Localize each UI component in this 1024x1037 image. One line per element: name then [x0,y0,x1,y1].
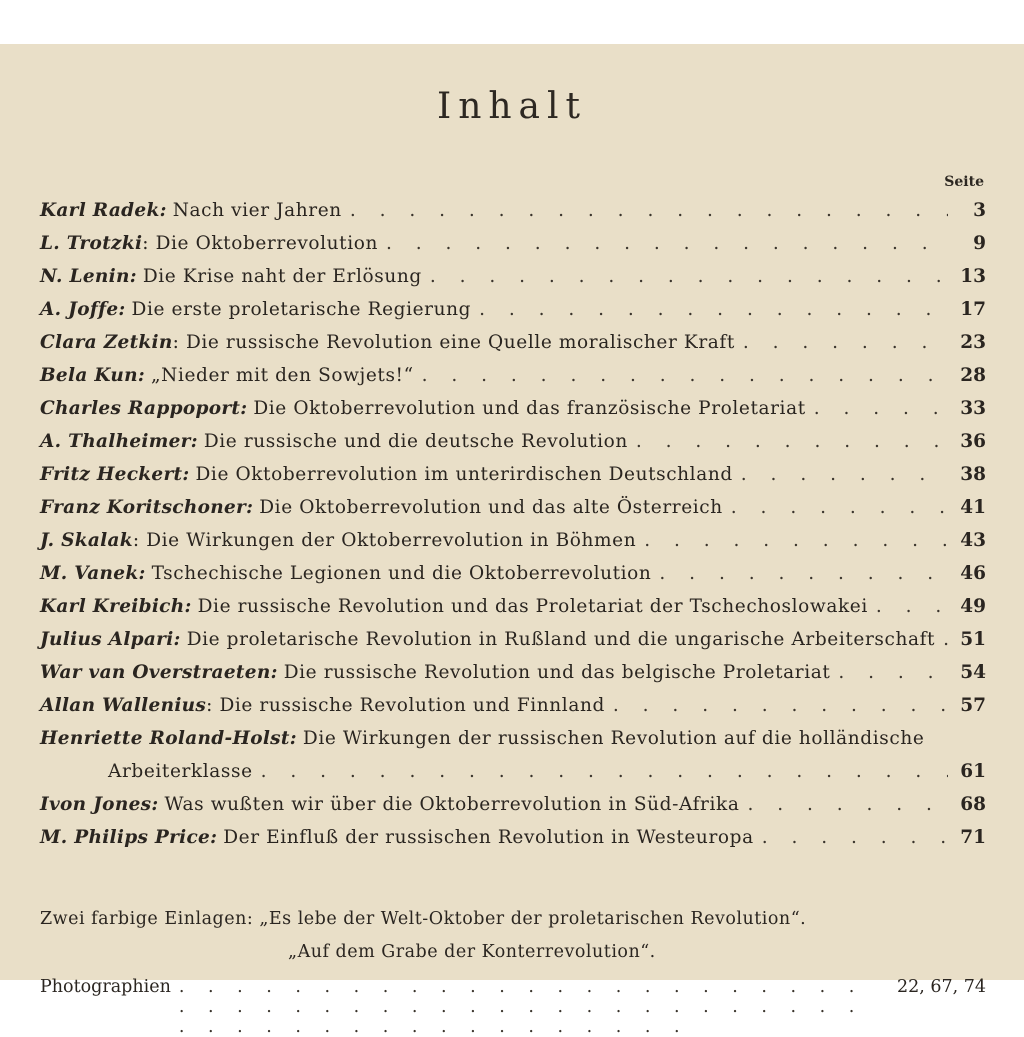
toc-author: Charles Rappoport: [40,398,248,419]
leader-dots [261,761,948,782]
toc-title: : Die russische Revolution und Finnland [206,695,605,716]
toc-author: M. Vanek: [40,563,146,584]
toc-title: Die Oktoberrevolution im unterirdischen Deutschland [195,464,733,485]
toc-title: Nach vier Jahren [172,200,342,221]
toc-title: „Nieder mit den Sowjets!“ [150,365,414,386]
toc-title: Die russische Revolution und das belgische Proletariat [283,662,831,683]
toc-title: : Die Oktoberrevolution [142,233,378,254]
toc-entry [40,722,986,755]
toc-page-number: 28 [960,365,986,386]
leader-dots [943,629,948,650]
toc-page-number: 3 [973,200,986,221]
toc-page-number: 51 [960,629,986,650]
photos-pages: 22, 67, 74 [896,977,986,997]
leader-dots [179,977,889,1037]
toc-page-number: 9 [973,233,986,254]
toc-author: M. Philips Price: [40,827,218,848]
toc-author: Ivon Jones: [40,794,159,815]
toc-author: Karl Kreibich: [40,596,192,617]
leader-dots [613,695,948,716]
toc-page-number: 43 [960,530,986,551]
insert-note-line-2: „Auf dem Grabe der Konterrevolution“. [288,942,656,962]
table-of-contents [40,194,986,997]
toc-title: Arbeiterklasse [108,761,253,782]
photos-label: Photographien [40,977,171,997]
toc-entry [40,755,986,788]
toc-entry [40,293,986,326]
toc-author: N. Lenin: [40,266,137,287]
toc-entry [40,326,986,359]
toc-page-number: 61 [960,761,986,782]
leader-dots [762,827,948,848]
toc-page-number: 36 [960,431,986,452]
toc-title: Die Oktoberrevolution und das alte Österreich [259,497,723,518]
toc-title: Tschechische Legionen und die Oktoberrevolution [151,563,652,584]
toc-author: L. Trotzki [40,233,143,254]
toc-title: Die Oktoberrevolution und das französische Proletariat [253,398,806,419]
leader-dots [876,596,948,617]
toc-entry [40,425,986,458]
toc-author: J. Skalak [40,530,133,551]
page-column-label: Seite [944,174,984,190]
toc-entry [40,590,986,623]
leader-dots [636,431,948,452]
leader-dots [659,563,948,584]
toc-author: Henriette Roland-Holst: [40,728,297,749]
toc-title: Der Einfluß der russischen Revolution in Westeuropa [223,827,754,848]
leader-dots [743,332,948,353]
toc-page-number: 68 [960,794,986,815]
toc-page-number: 13 [960,266,986,287]
toc-entry [40,524,986,557]
toc-page-number: 46 [960,563,986,584]
toc-page-number: 54 [960,662,986,683]
toc-entry [40,788,986,821]
leader-dots [479,299,948,320]
leader-dots [386,233,948,254]
toc-title: Die Krise naht der Erlösung [142,266,422,287]
toc-page-number: 41 [960,497,986,518]
toc-entry [40,821,986,854]
toc-page-number: 33 [960,398,986,419]
toc-title: Die russische und die deutsche Revolution [203,431,628,452]
toc-entry [40,260,986,293]
toc-title: Die russische Revolution und das Proletariat der Tschechoslowakei [197,596,868,617]
toc-page-number: 23 [960,332,986,353]
toc-title: : Die russische Revolution eine Quelle moralischer Kraft [172,332,735,353]
leader-dots [430,266,948,287]
toc-entry [40,392,986,425]
toc-entry [40,656,986,689]
leader-dots [422,365,948,386]
toc-entry [40,458,986,491]
toc-entry [40,194,986,227]
leader-dots [731,497,948,518]
leader-dots [350,200,948,221]
leader-dots [747,794,948,815]
page-title: Inhalt [436,86,588,127]
toc-title: Die erste proletarische Regierung [131,299,472,320]
toc-title: Die proletarische Revolution in Rußland und die ungarische Arbeiterschaft [186,629,936,650]
toc-entry [40,227,986,260]
toc-entry [40,359,986,392]
toc-page-number: 57 [960,695,986,716]
toc-entry [40,689,986,722]
toc-title: : Die Wirkungen der Oktoberrevolution in Böhmen [132,530,637,551]
toc-author: Bela Kun: [40,365,145,386]
leader-dots [838,662,948,683]
book-page [0,44,1024,997]
toc-author: Clara Zetkin [40,332,173,353]
insert-note-line-1: Zwei farbige Einlagen: „Es lebe der Welt-Oktober der proletarischen Revolution“. [40,909,807,929]
toc-page-number: 49 [960,596,986,617]
toc-entry [40,491,986,524]
leader-dots [814,398,948,419]
toc-author: Allan Wallenius [40,695,207,716]
photos-entry [40,977,986,1037]
toc-title: Die Wirkungen der russischen Revolution auf die holländische [302,728,925,749]
toc-title: Was wußten wir über die Oktoberrevolution in Süd-Afrika [164,794,740,815]
toc-author: Julius Alpari: [40,629,181,650]
toc-entry [40,623,986,656]
leader-dots [644,530,948,551]
toc-author: A. Thalheimer: [40,431,198,452]
toc-page-number: 71 [960,827,986,848]
toc-author: Franz Koritschoner: [40,497,254,518]
leader-dots [741,464,948,485]
toc-author: Karl Radek: [40,200,167,221]
toc-author: War van Overstraeten: [40,662,278,683]
toc-entry [40,557,986,590]
toc-author: Fritz Heckert: [40,464,190,485]
toc-page-number: 17 [960,299,986,320]
toc-author: A. Joffe: [40,299,126,320]
toc-page-number: 38 [960,464,986,485]
